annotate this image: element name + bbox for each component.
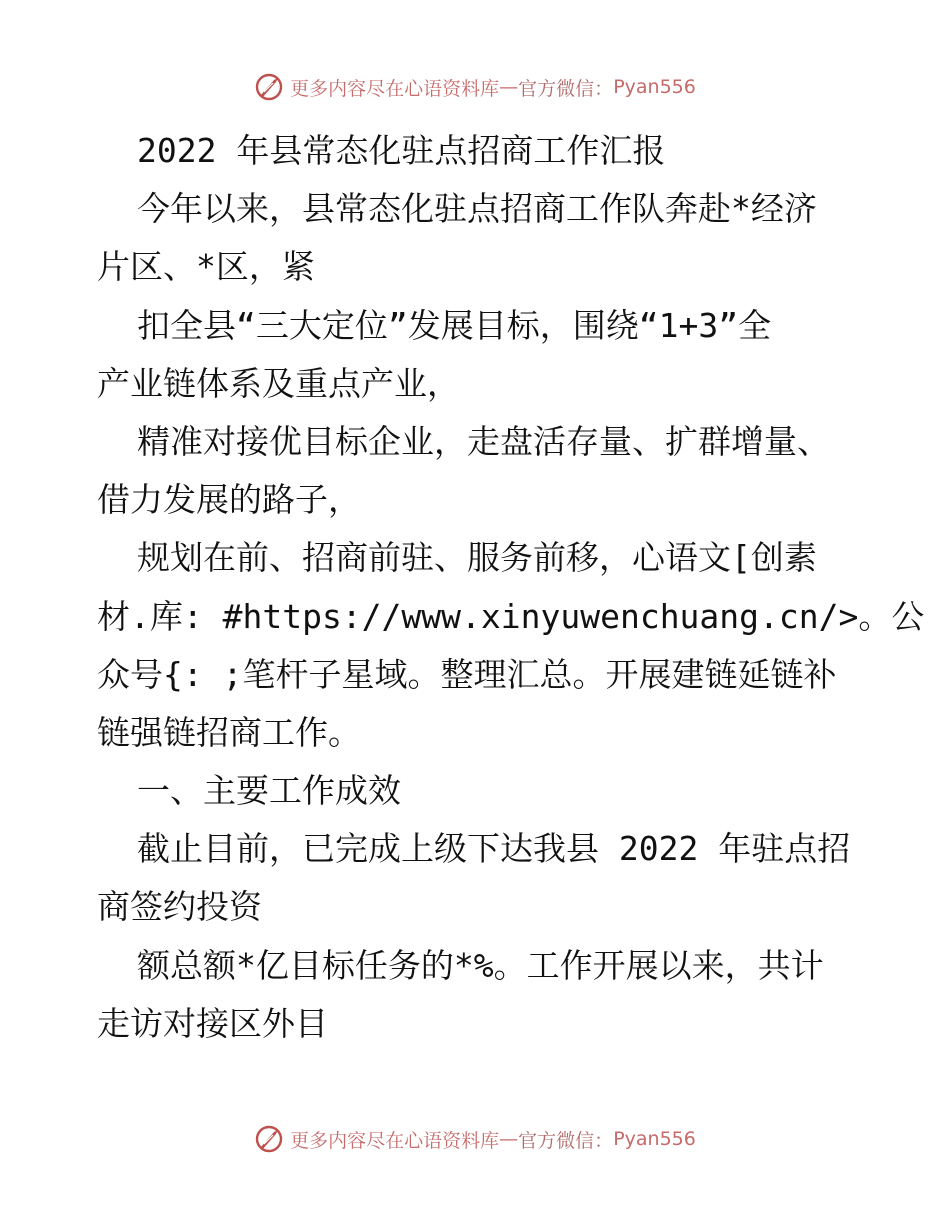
text-line: 借力发展的路子， — [97, 480, 361, 520]
feather-pen-circle-icon — [254, 72, 284, 102]
watermark-footer — [0, 1124, 950, 1154]
watermark-header — [0, 72, 950, 102]
feather-pen-circle-icon — [254, 1124, 284, 1154]
watermark-text: 更多内容尽在心语资料库 — [290, 77, 500, 100]
section-heading: 一、主要工作成效 — [137, 771, 401, 811]
text-line: 额总额*亿目标任务的*%。工作开展以来，共计 — [137, 945, 824, 985]
document-title: 2022 年县常态化驻点招商工作汇报 — [137, 131, 666, 170]
text-line: 链强链招商工作。 — [97, 712, 361, 752]
text-line: 截止目前，已完成上级下达我县 2022 年驻点招 — [137, 829, 851, 869]
text-line: 今年以来，县常态化驻点招商工作队奔赴*经济 — [137, 189, 817, 229]
text-line: 走访对接区外目 — [97, 1003, 328, 1043]
watermark-dash: — — [499, 76, 519, 98]
watermark-dash: — — [499, 1128, 519, 1150]
text-line: 材.库: #https://www.xinyuwenchuang.cn/>。公 — [97, 596, 925, 636]
text-line: 众号{: ;笔杆子星域。整理汇总。开展建链延链补 — [97, 654, 837, 694]
watermark-wechat-id: Pyan556 — [613, 76, 696, 98]
text-line: 片区、*区，紧 — [97, 247, 315, 287]
text-line: 规划在前、招商前驻、服务前移，心语文[创素 — [137, 538, 817, 578]
watermark-wechat-label: 官方微信： — [518, 77, 614, 100]
text-line: 扣全县“三大定位”发展目标，围绕“1+3”全 — [137, 305, 772, 345]
text-line: 产业链体系及重点产业， — [97, 363, 460, 403]
text-line: 精准对接优目标企业，走盘活存量、扩群增量、 — [137, 421, 830, 461]
document-body — [97, 122, 925, 1053]
watermark-wechat-id: Pyan556 — [613, 1128, 696, 1150]
watermark-text: 更多内容尽在心语资料库 — [290, 1129, 500, 1152]
text-line: 商签约投资 — [97, 887, 262, 927]
watermark-wechat-label: 官方微信： — [518, 1129, 614, 1152]
